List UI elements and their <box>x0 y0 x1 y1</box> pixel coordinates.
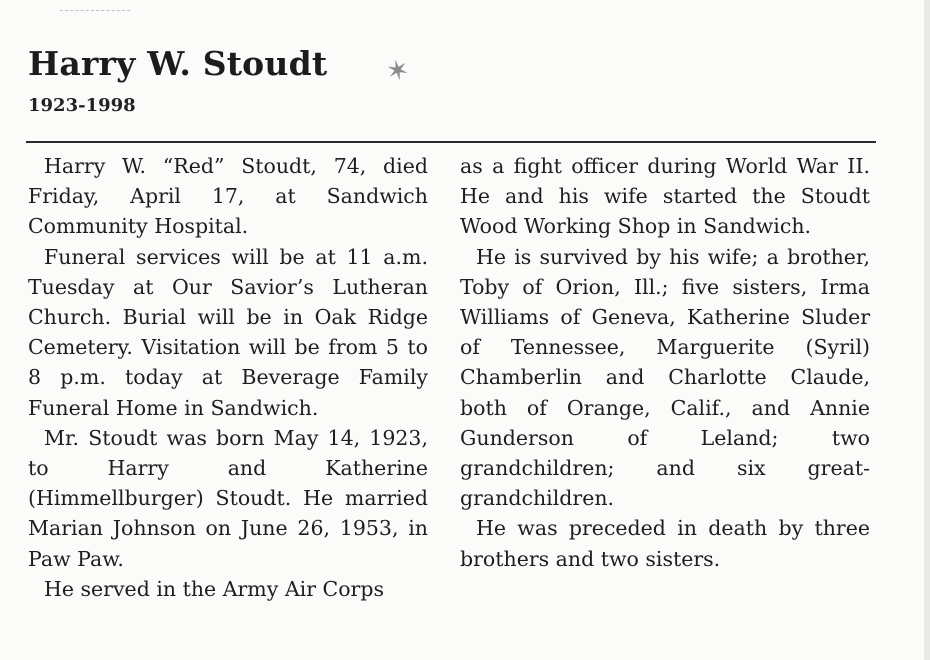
paragraph-military-service-continued: as a fight officer during World War II. He and his wife started the Stoudt Wood Working Shop in Sandwich. <box>460 154 870 239</box>
paragraph-preceded-in-death: He was preceded in death by three brothers and two sisters. <box>460 516 870 571</box>
obituary-years: 1923-1998 <box>28 95 136 116</box>
scan-mark <box>60 10 130 12</box>
paragraph-funeral-services: Funeral services will be at 11 a.m. Tuesday at Our Savior’s Lutheran Church. Burial will be in Oak Ridge Cemetery. Visitation will be from 5 to 8 p.m. today at Beverage Family Funeral Home in Sandwich. <box>28 244 428 420</box>
paragraph-survivors: He is survived by his wife; a brother, Toby of Orion, Ill.; five sisters, Irma Williams of Geneva, Katherine Sluder of Tennessee, Marguerite (Syril) Chamberlin and Charlotte Claude, both of Orange, Calif., and Annie Gunderson of Leland; two grandchildren; and six great-grandchildren. <box>460 244 870 511</box>
right-column <box>460 151 870 574</box>
headline-divider <box>26 141 876 143</box>
left-column <box>28 151 428 604</box>
scan-edge <box>924 0 930 660</box>
obituary-headline: Harry W. Stoudt <box>28 44 328 83</box>
paragraph-military-service-start: He served in the Army Air Corps <box>44 576 384 601</box>
star-icon: ✶ <box>382 51 413 90</box>
paragraph-birth-marriage: Mr. Stoudt was born May 14, 1923, to Harry and Katherine (Himmellburger) Stoudt. He married Marian Johnson on June 26, 1953, in Paw Paw. <box>28 425 428 571</box>
paragraph-death-notice: Harry W. “Red” Stoudt, 74, died Friday, April 17, at Sandwich Community Hospital. <box>28 154 428 239</box>
